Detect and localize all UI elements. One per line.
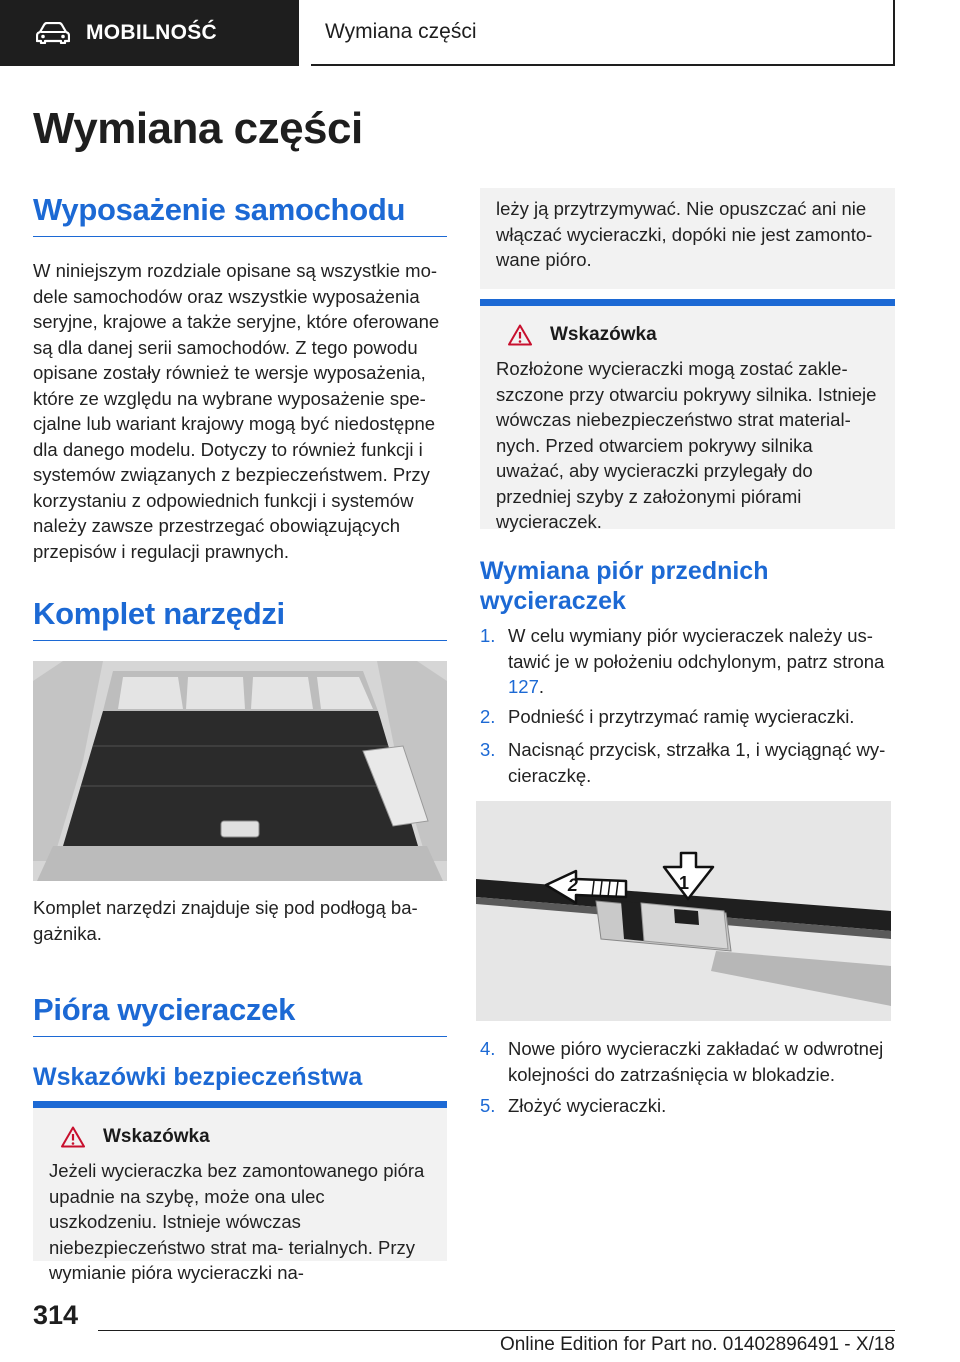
heading-equipment: Wyposażenie samochodu [33,192,447,237]
paragraph-toolkit: Komplet narzędzi znajduje się pod podłogą ba- gażnika. [33,897,418,944]
step-text-end: . [538,676,545,697]
page-number: 314 [33,1300,79,1330]
warning-header-1 [49,1126,431,1148]
paragraph-equipment: W niniejszym rozdziale opisane są wszystkie mo- dele samochodów oraz wszystkie wyposażenia seryjne, krajowe a także seryjne, które oferowane są dla danej serii samochodów. Z tego powodu opisane zostały również te wersje wyposażenia, które ze względu na wybrane wyposażenie spe- cjalne lub wariant krajowy mogą być niedostępne dla danego modelu. Dotyczy to również funkcji i systemów związanych z bezpieczeństwem. Przy korzystaniu z odpowiednich funkcji i systemów należy zawsze przestrzegać obowiązujących przepisów i regulacji prawnych. [33,260,440,562]
step-3 [480,737,895,788]
warning-title-2: Wskazówka [550,324,657,345]
warning-triangle-icon [508,324,532,346]
arrow-label-2-text: 2 [566,875,580,895]
warning-box-1-continued [480,188,895,289]
step-number: 2. [480,706,496,727]
wiper-illustration [476,801,891,1021]
step-1 [480,623,895,700]
car-icon [36,22,70,44]
heading-toolkit: Komplet narzędzi [33,596,447,641]
warning-header-2 [496,324,879,346]
warning-triangle-icon [61,1126,85,1148]
heading-wipers: Pióra wycieraczek [33,992,447,1037]
page-link[interactable]: 127 [508,676,539,697]
warning-text-2: Rozłożone wycieraczki mogą zostać zakle- szczone przy otwarciu pokrywy silnika. Istnieje wówczas niebezpieczeństwo strat material- nych. Przed otwarciem pokrywy silnika uważać, aby wycieraczki przylegały do przedniej szyby z założonymi piórami wycieraczek. [496,358,877,532]
warning-text-1-continued: leży ją przytrzymywać. Nie opuszczać ani nie włączać wycieraczki, dopóki nie jest zamonto- wane pióro. [496,198,873,270]
heading-safety: Wskazówki bezpieczeństwa [33,1063,363,1091]
step-text: Nacisnąć przycisk, strzałka 1, i wyciągnąć wy- cieraczkę. [508,739,886,786]
header-bar [0,0,960,66]
section-tab[interactable] [0,0,299,66]
warning-box-1 [33,1101,447,1283]
step-text: Nowe pióro wycieraczki zakładać w odwrotnej kolejności do zatrzaśnięcia w blokadzie. [508,1038,884,1085]
heading-front-wipers: Wymiana piór przednich wycieraczek [480,557,769,615]
trunk-illustration [33,661,447,881]
footer-edition: Online Edition for Part no. 01402896491 - X/18 [499,1334,895,1355]
step-text: Podnieść i przytrzymać ramię wycieraczki. [508,706,855,727]
step-5 [480,1093,895,1119]
footer-divider [98,1330,895,1331]
chapter-tab[interactable] [311,0,895,66]
step-text-body: W celu wymiany piór wycieraczek należy us- tawić je w położeniu odchylonym, patrz strona [508,625,885,672]
chapter-label: Wymiana części [325,20,477,43]
step-number: 4. [480,1038,496,1059]
step-4 [480,1036,895,1087]
step-number: 3. [480,739,496,760]
section-label: MOBILNOŚĆ [86,21,218,44]
warning-box-2 [480,299,895,532]
step-2 [480,704,895,730]
step-number: 5. [480,1095,496,1116]
page-title: Wymiana części [33,104,363,153]
arrow-label-1-text: 1 [679,873,690,893]
warning-text-1: Jeżeli wycieraczka bez zamontowanego pióra upadnie na szybę, może ona ulec uszkodzeniu. Istnieje wówczas niebezpieczeństwo strat ma- terialnych. Przy wymianie pióra wycieraczki na- [49,1160,425,1283]
step-text: Złożyć wycieraczki. [508,1095,667,1116]
warning-title-1: Wskazówka [103,1126,210,1147]
step-number: 1. [480,625,496,646]
step-text [508,623,895,700]
wiper-image [476,801,891,1021]
trunk-image [33,661,447,881]
